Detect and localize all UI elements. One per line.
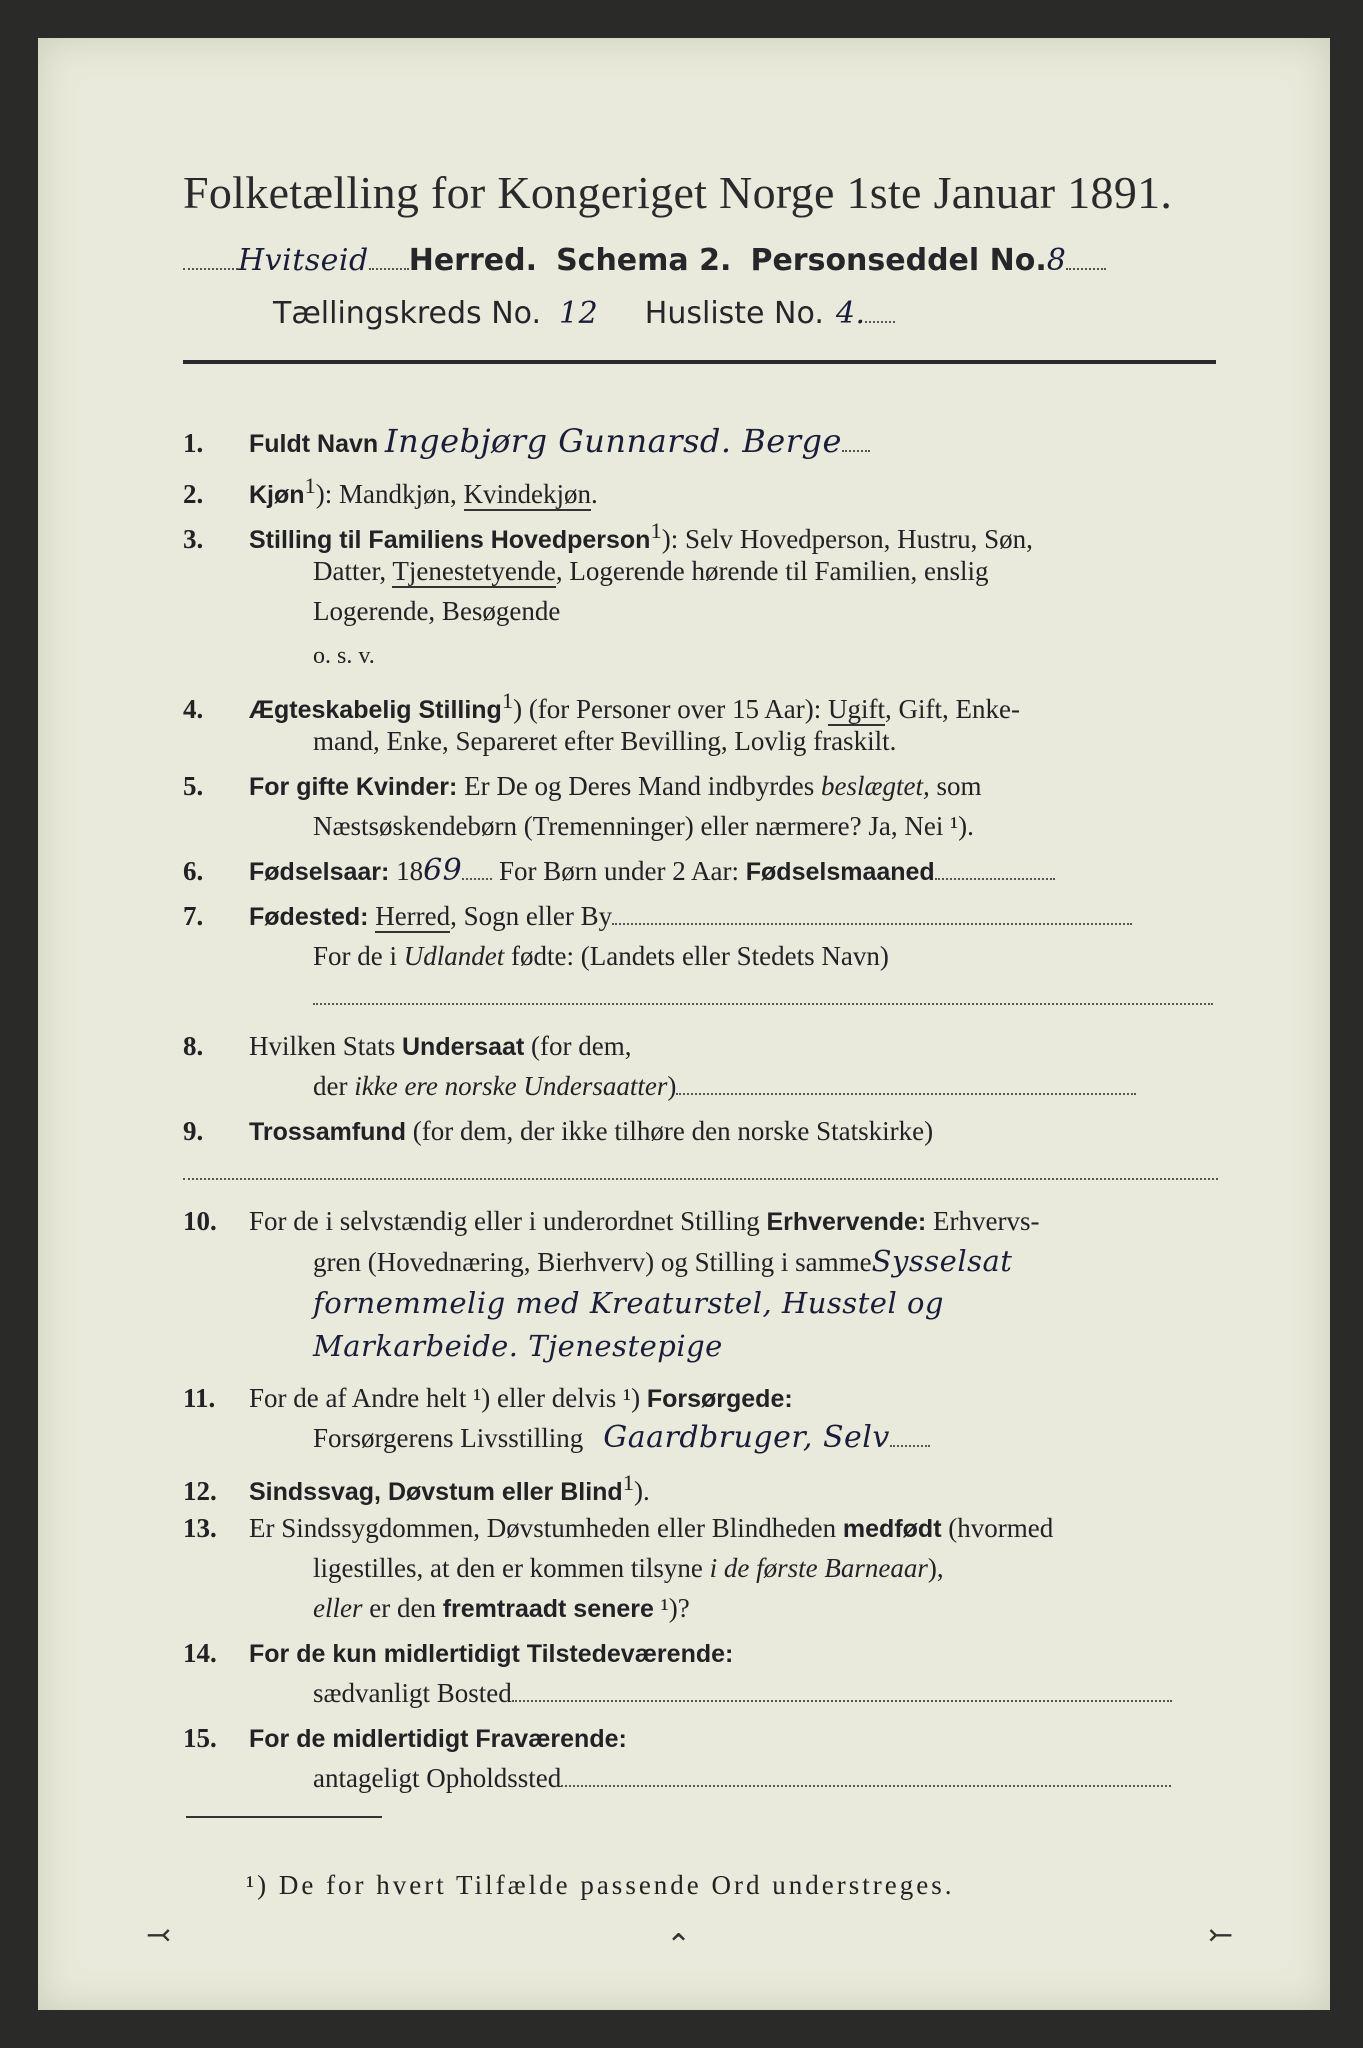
item-4-line-2: mand, Enke, Separeret efter Bevilling, Lovlig fraskilt. <box>313 726 897 756</box>
item-11-line-2: Forsørgerens Livsstilling Gaardbruger, Selv <box>183 1420 1348 1456</box>
birthplace-selected: Herred <box>375 901 451 931</box>
registration-mark-right-icon: ⤚ <box>1208 1918 1234 1953</box>
sex-selected: Kvindekjøn <box>463 479 592 509</box>
occupation-value-2: fornemmelig med Kreaturstel, Husstel og <box>313 1286 944 1320</box>
footnote-divider <box>186 1816 382 1818</box>
item-9-fill-line <box>183 1153 1218 1189</box>
item-10-line-3 <box>183 1285 1348 1322</box>
marital-selected: Ugift <box>827 694 885 724</box>
item-5-married-women: 5. For gifte Kvinder: Er De og Deres Mand indbyrdes beslægtet, som <box>183 771 982 801</box>
item-8-line-2: der ikke ere norske Undersaatter) <box>183 1068 1348 1104</box>
item-8-citizenship: 8. Hvilken Stats Undersaat (for dem, <box>183 1031 632 1061</box>
item-10-occupation: 10. For de i selvstændig eller i underordnet Stilling Erhvervende: Erhvervs- <box>183 1206 1040 1236</box>
item-10-line-2: gren (Hovednæring, Bierhverv) og Stilling i sammeSysselsat <box>313 1244 1013 1278</box>
registration-mark-left-icon: ⤙ <box>146 1918 172 1953</box>
item-3-line-3: Logerende, Besøgende <box>313 596 561 626</box>
occupation-value-1: Sysselsat <box>871 1244 1013 1278</box>
registration-mark-center-icon: ⌃ <box>666 1928 692 1963</box>
full-name-value: Ingebjørg Gunnarsd. Berge <box>384 422 842 460</box>
item-11-supported: 11. For de af Andre helt ¹) eller delvis ¹) Forsørgede: <box>183 1383 793 1413</box>
header-line-1 <box>183 243 1106 278</box>
kreds-value: 12 <box>559 296 599 331</box>
item-4-marital: 4. Ægteskabelig Stilling$^1$) (for Personer over 15 Aar): Ugift, Gift, Enke- <box>183 688 1020 724</box>
item-2-sex: 2. Kjøn$^1$): Mandkjøn, Kvindekjøn. <box>183 473 598 509</box>
item-13-congenital: 13. Er Sindssygdommen, Døvstumheden eller Blindheden medfødt (hvormed <box>183 1513 1054 1543</box>
item-15-temporary-absent: 15. For de midlertidigt Fraværende: <box>183 1723 627 1753</box>
item-3-line-2: Datter, Tjenestetyende, Logerende hørende til Familien, enslig <box>313 556 989 586</box>
personseddel-label: Personseddel No. <box>750 243 1047 278</box>
form-title: Folketælling for Kongeriget Norge 1ste Januar 1891. <box>183 167 1173 218</box>
schema-label: Schema 2. <box>556 243 732 278</box>
item-9-religion: 9. Trossamfund (for dem, der ikke tilhøre den norske Statskirke) <box>183 1116 934 1146</box>
item-7-fill-line <box>183 978 1348 1014</box>
item-15-line-2: antageligt Opholdssted <box>183 1760 1348 1796</box>
item-7-line-2: For de i Udlandet fødte: (Landets eller Stedets Navn) <box>313 941 889 971</box>
item-3-position: 3. Stilling til Familiens Hovedperson$^1$): Selv Hovedperson, Hustru, Søn, <box>183 518 1033 554</box>
item-6-birth-year: 6. Fødselsaar: 1869 For Børn under 2 Aar: Fødselsmaaned <box>183 853 1218 890</box>
header-divider <box>183 360 1216 364</box>
item-1-full-name: 1. Fuldt Navn Ingebjørg Gunnarsd. Berge <box>183 423 1218 462</box>
personseddel-value: 8 <box>1046 243 1067 278</box>
item-14-line-2: sædvanligt Bosted <box>183 1675 1348 1711</box>
item-3-line-4: o. s. v. <box>313 643 375 669</box>
header-line-2 <box>273 296 895 331</box>
item-12-disability: 12. Sindssvag, Døvstum eller Blind$^1$). <box>183 1470 650 1506</box>
item-7-birthplace: 7. Fødested: Herred, Sogn eller By <box>183 898 1218 935</box>
item-14-temporary-present: 14. For de kun midlertidigt Tilstedeværende: <box>183 1638 734 1668</box>
herred-value: Hvitseid <box>238 243 369 278</box>
husliste-value: 4. <box>835 296 866 331</box>
item-13-line-3: eller er den fremtraadt senere ¹)? <box>313 1593 690 1623</box>
position-selected: Tjenestetyende <box>392 556 556 586</box>
item-13-line-2: ligestilles, at den er kommen tilsyne i de første Barneaar), <box>313 1553 944 1583</box>
item-10-line-4 <box>183 1328 1348 1365</box>
item-5-line-2: Næstsøskendebørn (Tremenninger) eller nærmere? Ja, Nei ¹). <box>313 811 974 841</box>
occupation-value-3: Markarbeide. Tjenestepige <box>313 1329 723 1363</box>
herred-label: Herred. <box>408 243 537 278</box>
kreds-label: Tællingskreds No. <box>273 296 541 331</box>
footnote: ¹) De for hvert Tilfælde passende Ord understreges. <box>246 1870 955 1900</box>
supporter-value: Gaardbruger, Selv <box>603 1420 890 1455</box>
husliste-label: Husliste No. <box>644 296 824 331</box>
birth-year-value: 69 <box>423 853 463 888</box>
census-form-page <box>38 38 1330 2010</box>
